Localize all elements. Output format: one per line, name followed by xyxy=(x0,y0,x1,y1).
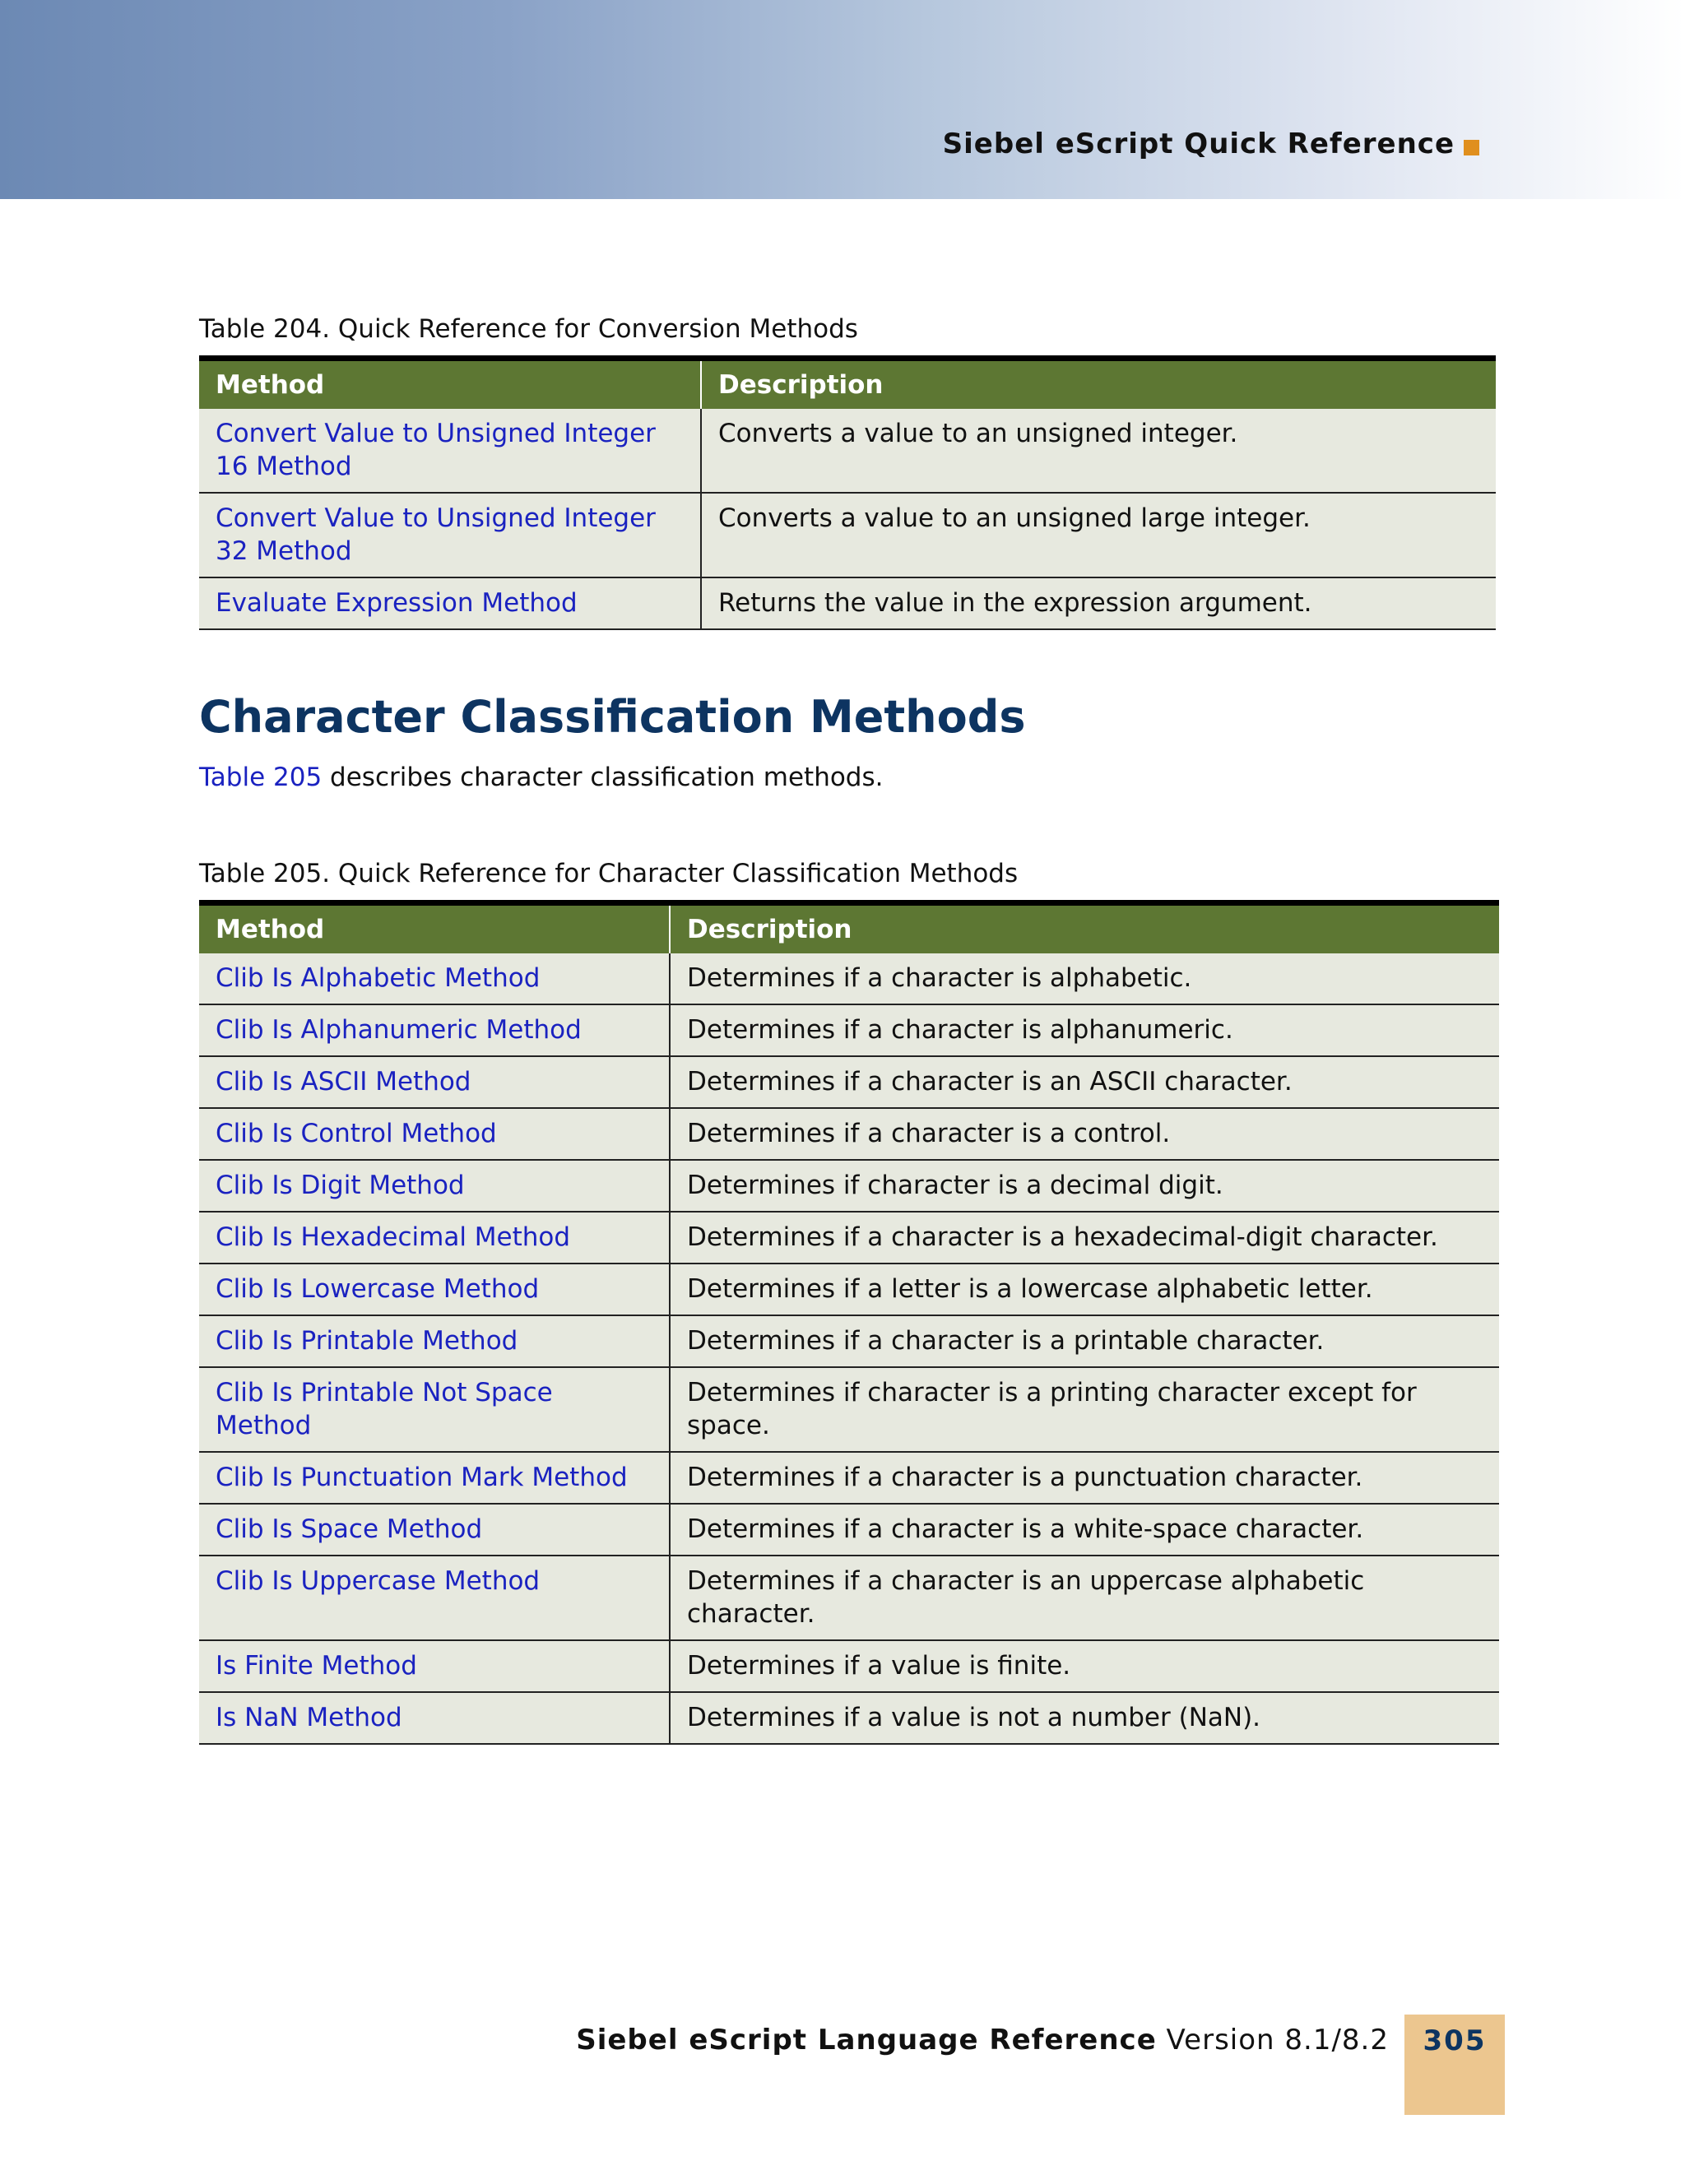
method-cell xyxy=(199,1315,670,1367)
table-row xyxy=(199,577,1496,629)
method-link[interactable]: Clib Is Uppercase Method xyxy=(216,1566,541,1596)
table-row xyxy=(199,1056,1499,1108)
description-cell: Determines if a character is an ASCII character. xyxy=(670,1056,1499,1108)
table-row xyxy=(199,1556,1499,1640)
header-band xyxy=(0,0,1685,199)
method-cell xyxy=(199,1556,670,1640)
header-square-marker xyxy=(1464,140,1479,155)
description-cell: Determines if a value is finite. xyxy=(670,1640,1499,1692)
method-cell xyxy=(199,1160,670,1212)
table-row xyxy=(199,1160,1499,1212)
page-number-box xyxy=(1404,2015,1505,2115)
page-number: 305 xyxy=(1423,2024,1487,2057)
table-row xyxy=(199,1264,1499,1315)
intro-text: describes character classification methods. xyxy=(322,763,884,792)
table-row xyxy=(199,493,1496,577)
running-header-title: Siebel eScript Quick Reference xyxy=(942,128,1455,160)
table-header-row xyxy=(199,359,1496,410)
footer-book-title: Siebel eScript Language Reference xyxy=(576,2024,1157,2056)
method-link[interactable]: Clib Is Lowercase Method xyxy=(216,1274,540,1304)
description-cell: Determines if a character is an uppercase alphabetic character. xyxy=(670,1556,1499,1640)
intro-paragraph xyxy=(199,763,884,792)
method-link[interactable]: Clib Is Punctuation Mark Method xyxy=(216,1463,628,1492)
method-cell xyxy=(199,1504,670,1556)
method-link[interactable]: Evaluate Expression Method xyxy=(216,588,578,618)
description-cell: Returns the value in the expression argument. xyxy=(701,577,1496,629)
table-row xyxy=(199,1367,1499,1452)
method-cell xyxy=(199,1004,670,1056)
description-cell: Converts a value to an unsigned integer. xyxy=(701,409,1496,493)
table-205-caption: Table 205. Quick Reference for Character Classification Methods xyxy=(199,859,1019,888)
table-row xyxy=(199,409,1496,493)
table-204-caption: Table 204. Quick Reference for Conversion Methods xyxy=(199,314,858,344)
description-cell: Determines if character is a printing character except for space. xyxy=(670,1367,1499,1452)
method-link[interactable]: Is Finite Method xyxy=(216,1651,417,1681)
description-cell: Determines if character is a decimal digit. xyxy=(670,1160,1499,1212)
table-204 xyxy=(199,355,1496,630)
description-cell: Determines if a character is a printable character. xyxy=(670,1315,1499,1367)
method-link[interactable]: Convert Value to Unsigned Integer 32 Method xyxy=(216,503,656,566)
description-cell: Determines if a character is alphanumeric. xyxy=(670,1004,1499,1056)
method-cell xyxy=(199,1056,670,1108)
table-205-link[interactable]: Table 205 xyxy=(199,763,323,792)
method-link[interactable]: Clib Is Hexadecimal Method xyxy=(216,1222,571,1252)
method-cell xyxy=(199,953,670,1004)
description-cell: Determines if a letter is a lowercase alphabetic letter. xyxy=(670,1264,1499,1315)
method-cell xyxy=(199,1367,670,1452)
table-row xyxy=(199,1504,1499,1556)
method-cell xyxy=(199,1212,670,1264)
table-row xyxy=(199,1692,1499,1744)
section-heading: Character Classification Methods xyxy=(199,691,1026,743)
method-cell xyxy=(199,1264,670,1315)
method-cell xyxy=(199,493,701,577)
column-header-method: Method xyxy=(199,359,701,410)
table-row xyxy=(199,1452,1499,1504)
footer-version: Version 8.1/8.2 xyxy=(1156,2024,1389,2056)
table-205 xyxy=(199,900,1499,1745)
description-cell: Converts a value to an unsigned large integer. xyxy=(701,493,1496,577)
method-cell xyxy=(199,1452,670,1504)
method-cell xyxy=(199,1640,670,1692)
method-link[interactable]: Clib Is ASCII Method xyxy=(216,1067,471,1097)
column-header-description: Description xyxy=(670,903,1499,954)
method-link[interactable]: Clib Is Space Method xyxy=(216,1514,483,1544)
method-link[interactable]: Convert Value to Unsigned Integer 16 Method xyxy=(216,419,656,481)
footer-text xyxy=(576,2024,1389,2056)
method-link[interactable]: Clib Is Control Method xyxy=(216,1119,497,1148)
description-cell: Determines if a character is a control. xyxy=(670,1108,1499,1160)
method-link[interactable]: Is NaN Method xyxy=(216,1703,402,1732)
description-cell: Determines if a character is alphabetic. xyxy=(670,953,1499,1004)
table-row xyxy=(199,1108,1499,1160)
description-cell: Determines if a character is a white-space character. xyxy=(670,1504,1499,1556)
method-link[interactable]: Clib Is Digit Method xyxy=(216,1171,465,1200)
method-cell xyxy=(199,577,701,629)
method-link[interactable]: Clib Is Alphabetic Method xyxy=(216,963,541,993)
table-row xyxy=(199,1004,1499,1056)
table-row xyxy=(199,1640,1499,1692)
method-link[interactable]: Clib Is Printable Not Space Method xyxy=(216,1378,553,1440)
table-row xyxy=(199,1315,1499,1367)
method-cell xyxy=(199,1108,670,1160)
column-header-description: Description xyxy=(701,359,1496,410)
method-link[interactable]: Clib Is Printable Method xyxy=(216,1326,518,1356)
description-cell: Determines if a value is not a number (NaN). xyxy=(670,1692,1499,1744)
method-cell xyxy=(199,1692,670,1744)
table-header-row xyxy=(199,903,1499,954)
table-row xyxy=(199,1212,1499,1264)
description-cell: Determines if a character is a hexadecimal-digit character. xyxy=(670,1212,1499,1264)
method-link[interactable]: Clib Is Alphanumeric Method xyxy=(216,1015,582,1045)
method-cell xyxy=(199,409,701,493)
table-row xyxy=(199,953,1499,1004)
column-header-method: Method xyxy=(199,903,670,954)
description-cell: Determines if a character is a punctuation character. xyxy=(670,1452,1499,1504)
